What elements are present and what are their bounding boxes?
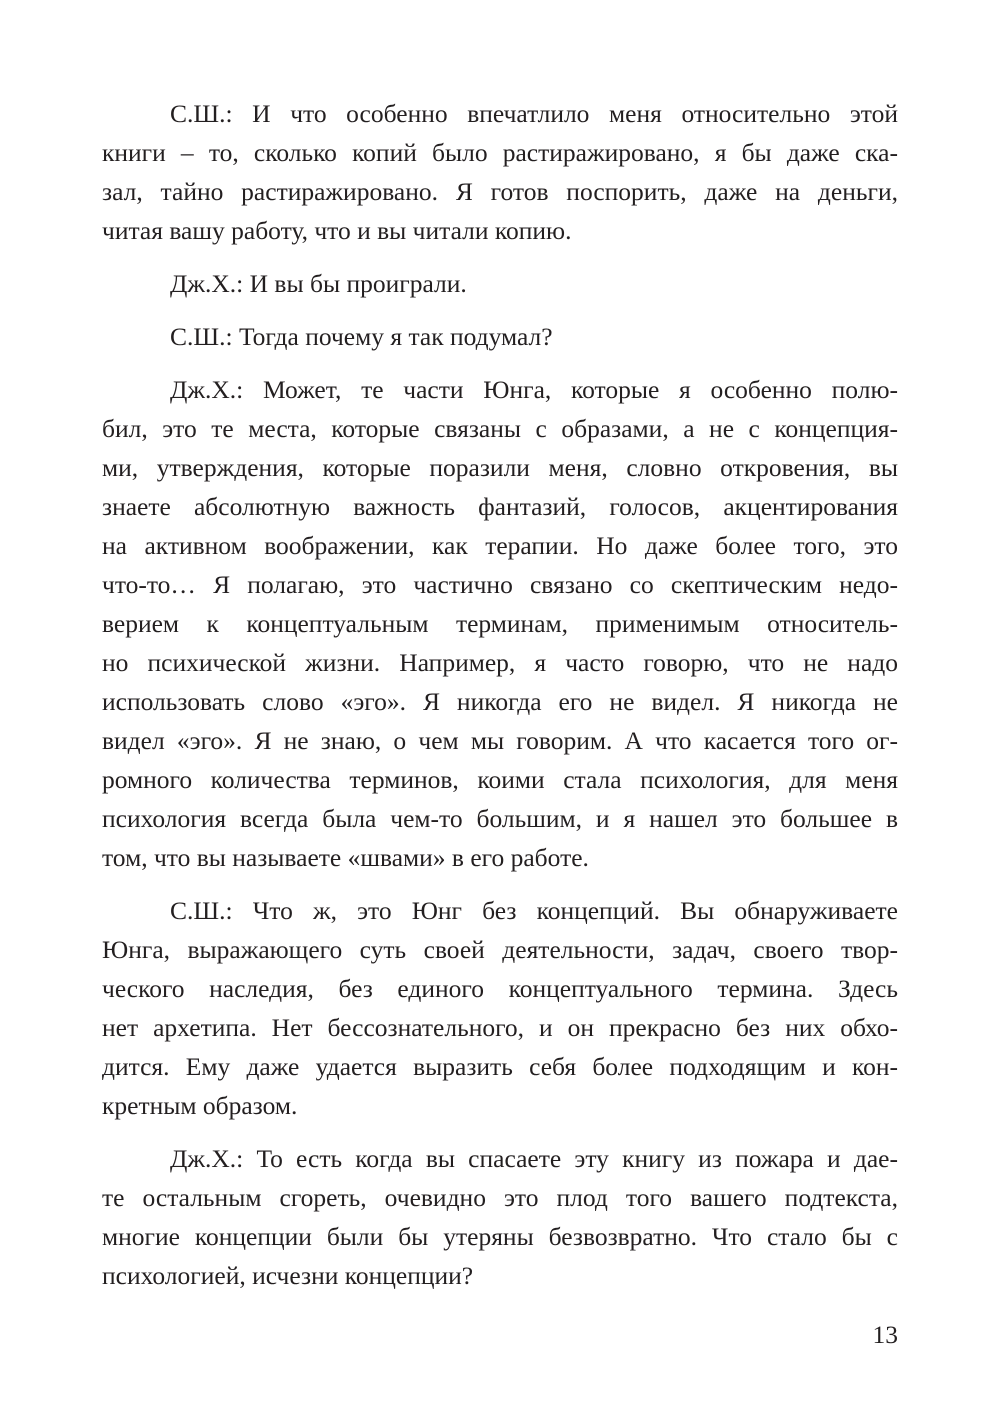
text-line: читая вашу работу, что и вы читали копию. bbox=[102, 216, 572, 245]
text-line: знаете абсолютную важность фантазий, голосов, акцентирования bbox=[102, 492, 898, 521]
text-line: том, что вы называете «швами» в его работе. bbox=[102, 843, 589, 872]
page-body bbox=[102, 94, 898, 1309]
text-line: на активном воображении, как терапии. Но даже более того, это bbox=[102, 531, 898, 560]
page-number: 13 bbox=[872, 1320, 898, 1349]
paragraph bbox=[102, 264, 898, 303]
paragraph bbox=[102, 317, 898, 356]
text-line: те остальным сгореть, очевидно это плод того вашего подтекста, bbox=[102, 1183, 898, 1212]
paragraph bbox=[102, 94, 898, 250]
text-line: нет архетипа. Нет бессознательного, и он прекрасно без них обхо- bbox=[102, 1013, 898, 1042]
text-line: психология всегда была чем-то большим, и я нашел это большее в bbox=[102, 804, 898, 833]
text-line: Дж.Х.: И вы бы проиграли. bbox=[170, 269, 467, 298]
text-line: зал, тайно растиражировано. Я готов поспорить, даже на деньги, bbox=[102, 177, 898, 206]
text-line: С.Ш.: И что особенно впечатлило меня относительно этой bbox=[170, 99, 898, 128]
text-line: С.Ш.: Тогда почему я так подумал? bbox=[170, 322, 553, 351]
text-line: кретным образом. bbox=[102, 1091, 298, 1120]
text-line: ромного количества терминов, коими стала психология, для меня bbox=[102, 765, 898, 794]
text-line: что-то… Я полагаю, это частично связано со скептическим недо- bbox=[102, 570, 898, 599]
text-line: С.Ш.: Что ж, это Юнг без концепций. Вы обнаруживаете bbox=[170, 896, 898, 925]
text-line: верием к концептуальным терминам, применимым относитель- bbox=[102, 609, 898, 638]
text-line: ми, утверждения, которые поразили меня, словно откровения, вы bbox=[102, 453, 898, 482]
paragraph bbox=[102, 891, 898, 1125]
text-line: использовать слово «эго». Я никогда его не видел. Я никогда не bbox=[102, 687, 898, 716]
text-line: но психической жизни. Например, я часто говорю, что не надо bbox=[102, 648, 898, 677]
text-line: бил, это те места, которые связаны с образами, а не с концепция- bbox=[102, 414, 898, 443]
text-line: Дж.Х.: Может, те части Юнга, которые я особенно полю- bbox=[170, 375, 898, 404]
text-line: психологией, исчезни концепции? bbox=[102, 1261, 474, 1290]
text-line: дится. Ему даже удается выразить себя более подходящим и кон- bbox=[102, 1052, 898, 1081]
text-line: ческого наследия, без единого концептуального термина. Здесь bbox=[102, 974, 898, 1003]
text-line: Дж.Х.: То есть когда вы спасаете эту книгу из пожара и дае- bbox=[170, 1144, 898, 1173]
text-line: Юнга, выражающего суть своей деятельности, задач, своего твор- bbox=[102, 935, 898, 964]
paragraph bbox=[102, 370, 898, 877]
text-line: видел «эго». Я не знаю, о чем мы говорим. А что касается того ог- bbox=[102, 726, 898, 755]
text-line: книги – то, сколько копий было растиражировано, я бы даже ска- bbox=[102, 138, 898, 167]
text-line: многие концепции были бы утеряны безвозвратно. Что стало бы с bbox=[102, 1222, 898, 1251]
paragraph bbox=[102, 1139, 898, 1295]
